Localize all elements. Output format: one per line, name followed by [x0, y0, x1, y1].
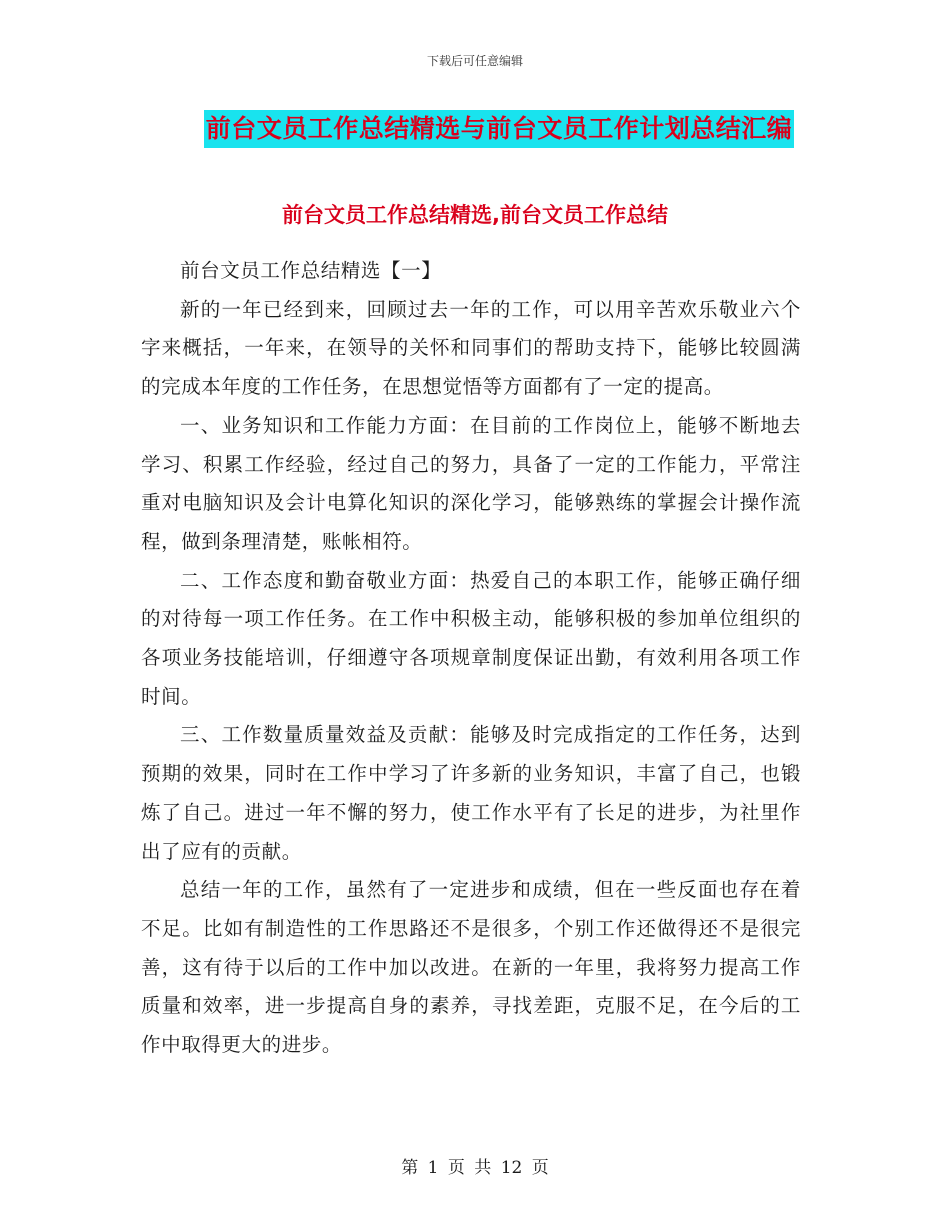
body-paragraph: 二、工作态度和勤奋敬业方面：热爱自己的本职工作，能够正确仔细的对待每一项工作任务。在工作中积极主动，能够积极的参加单位组织的各项业务技能培训，仔细遵守各项规章制度保证出勤，有效利用各项工作时间。	[141, 568, 801, 708]
main-title: 前台文员工作总结精选与前台文员工作计划总结汇编	[204, 110, 795, 148]
body-paragraph: 新的一年已经到来，回顾过去一年的工作，可以用辛苦欢乐敬业六个字来概括，一年来，在领导的关怀和同事们的帮助支持下，能够比较圆满的完成本年度的工作任务，在思想觉悟等方面都有了一定的提高。	[141, 297, 801, 399]
body-paragraph: 总结一年的工作，虽然有了一定进步和成绩，但在一些反面也存在着不足。比如有制造性的工作思路还不是很多，个别工作还做得还不是很完善，这有待于以后的工作中加以改进。在新的一年里，我将努力提高工作质量和效率，进一步提高自身的素养，寻找差距，克服不足，在今后的工作中取得更大的进步。	[141, 878, 801, 1057]
page-indicator: 第 1 页 共 12 页	[401, 1158, 549, 1178]
header-note: 下载后可任意编辑	[426, 54, 523, 68]
section-heading: 前台文员工作总结精选【一】	[180, 259, 442, 282]
document-body	[141, 252, 801, 1065]
sub-title: 前台文员工作总结精选,前台文员工作总结	[282, 203, 668, 227]
body-paragraph: 一、业务知识和工作能力方面：在目前的工作岗位上，能够不断地去学习、积累工作经验，经过自己的努力，具备了一定的工作能力，平常注重对电脑知识及会计电算化知识的深化学习，能够熟练的掌握会计操作流程，做到条理清楚，账帐相符。	[141, 413, 801, 553]
main-title-container	[0, 110, 950, 148]
body-paragraph: 三、工作数量质量效益及贡献：能够及时完成指定的工作任务，达到预期的效果，同时在工作中学习了许多新的业务知识，丰富了自己，也锻炼了自己。进过一年不懈的努力，使工作水平有了长足的进步，为社里作出了应有的贡献。	[141, 723, 801, 863]
